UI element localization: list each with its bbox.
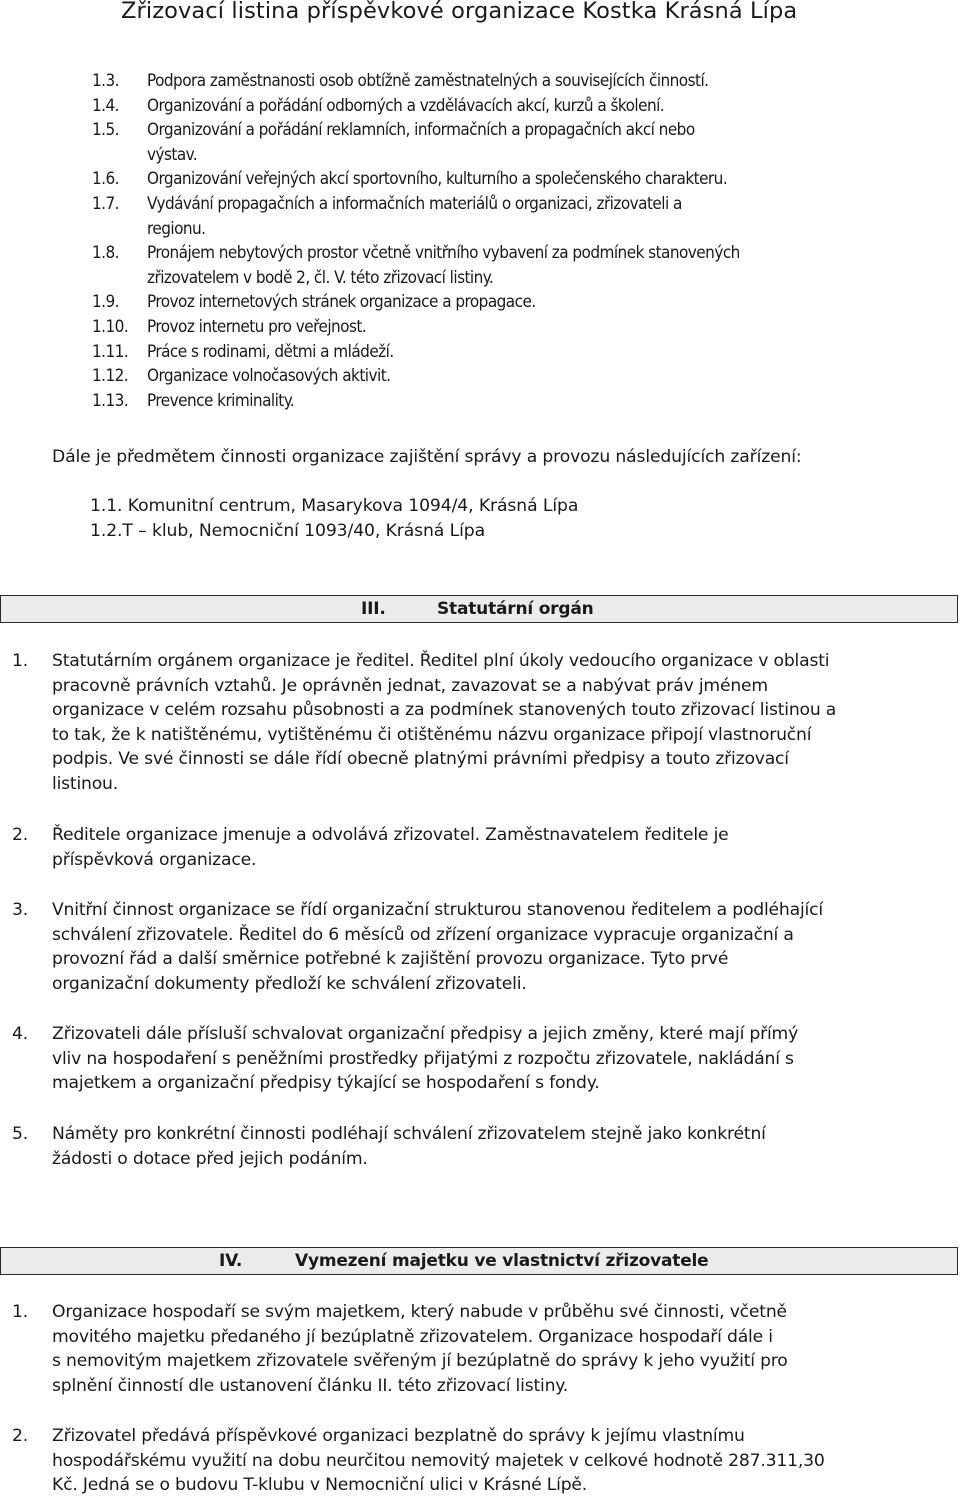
paragraph-line: Organizace hospodaří se svým majetkem, který nabude v průběhu své činnosti, včetně bbox=[52, 1302, 787, 1322]
paragraph-line: Ředitele organizace jmenuje a odvolává zřizovatel. Zaměstnavatelem ředitele je bbox=[52, 825, 729, 845]
item-text: Práce s rodinami, dětmi a mládeží. bbox=[147, 341, 394, 362]
section-number: IV. bbox=[219, 1251, 243, 1271]
item-text: Organizování a pořádání reklamních, informačních a propagačních akcí nebo bbox=[147, 120, 695, 141]
list-item bbox=[92, 69, 952, 94]
paragraph-line: Kč. Jedná se o budovu T-klubu v Nemocniční ulici v Krásné Lípě. bbox=[52, 1475, 588, 1496]
paragraph-number: 3. bbox=[12, 900, 28, 920]
list-item bbox=[92, 290, 952, 315]
item-number: 1.6. bbox=[92, 169, 119, 190]
list-item bbox=[92, 118, 952, 167]
paragraph-line: Zřizovateli dále přísluší schvalovat organizační předpisy a jejich změny, které mají přímý bbox=[52, 1024, 799, 1044]
list-item bbox=[92, 389, 952, 414]
item-number: 1.5. bbox=[92, 120, 119, 141]
list-item bbox=[92, 94, 952, 119]
facility-item: 1.2.T – klub, Nemocniční 1093/40, Krásná Lípa bbox=[90, 521, 486, 541]
paragraph-line: listinou. bbox=[52, 773, 118, 794]
item-text: zřizovatelem v bodě 2, čl. V. této zřizovací listiny. bbox=[147, 267, 494, 288]
paragraph-line: Statutárním orgánem organizace je ředitel. Ředitel plní úkoly vedoucího organizace v oblasti bbox=[52, 651, 830, 671]
item-text: Provoz internetových stránek organizace a propagace. bbox=[147, 292, 536, 313]
list-item bbox=[92, 167, 952, 192]
item-text: Provoz internetu pro veřejnost. bbox=[147, 316, 367, 337]
paragraph-number: 4. bbox=[12, 1024, 28, 1044]
item-text: Organizování veřejných akcí sportovního, kulturního a společenského charakteru. bbox=[147, 169, 728, 190]
item-number: 1.7. bbox=[92, 193, 119, 214]
section-title: Vymezení majetku ve vlastnictví zřizovatele bbox=[295, 1251, 709, 1271]
item-text: regionu. bbox=[147, 218, 206, 239]
paragraph-line: hospodářskému využití na dobu neurčitou nemovitý majetek v celkové hodnotě 287.311,30 bbox=[52, 1450, 825, 1471]
paragraph-line: splnění činností dle ustanovení článku II. této zřizovací listiny. bbox=[52, 1375, 569, 1396]
paragraph-line: vliv na hospodaření s peněžními prostředky přijatými z rozpočtu zřizovatele, nakládání s bbox=[52, 1048, 794, 1069]
paragraph-line: Vnitřní činnost organizace se řídí organizační strukturou stanovenou ředitelem a podléhající bbox=[52, 900, 823, 920]
numbered-paragraph bbox=[12, 898, 947, 996]
section-title: Statutární orgán bbox=[437, 599, 594, 619]
paragraph-line: movitého majetku předaného jí bezúplatně zřizovatelem. Organizace hospodaří dále i bbox=[52, 1326, 773, 1347]
section-heading-bar bbox=[0, 595, 958, 623]
item-number: 1.11. bbox=[92, 341, 129, 362]
document-title: Zřizovací listina příspěvkové organizace Kostka Krásná Lípa bbox=[121, 0, 798, 24]
paragraph-line: s nemovitým majetkem zřizovatele svěřeným jí bezúplatně do správy k jeho využití pro bbox=[52, 1351, 788, 1372]
list-item bbox=[92, 192, 952, 241]
paragraph-line: Zřizovatel předává příspěvkové organizaci bezplatně do správy k jejímu vlastnímu bbox=[52, 1426, 745, 1446]
list-item bbox=[92, 315, 952, 340]
paragraph-line: podpis. Ve své činnosti se dále řídí obecně platnými právními předpisy a touto zřizovací bbox=[52, 749, 789, 770]
paragraph-line: organizační dokumenty předloží ke schválení zřizovateli. bbox=[52, 973, 527, 994]
section-number: III. bbox=[361, 599, 386, 619]
paragraph-number: 1. bbox=[12, 1302, 28, 1322]
item-text: výstav. bbox=[147, 144, 198, 165]
item-text: Organizování a pořádání odborných a vzdělávacích akcí, kurzů a školení. bbox=[147, 95, 665, 116]
paragraph-number: 2. bbox=[12, 825, 28, 845]
facilities-intro: Dále je předmětem činnosti organizace zajištění správy a provozu následujících zařízení: bbox=[52, 447, 802, 467]
paragraph-line: schválení zřizovatele. Ředitel do 6 měsíců od zřízení organizace vypracuje organizační a bbox=[52, 924, 794, 945]
item-number: 1.13. bbox=[92, 390, 129, 411]
numbered-paragraph bbox=[12, 649, 947, 797]
activities-list bbox=[92, 69, 952, 413]
paragraph-number: 5. bbox=[12, 1124, 28, 1144]
paragraph-line: pracovně právních vztahů. Je oprávněn jednat, zavazovat se a nabývat práv jménem bbox=[52, 675, 768, 696]
numbered-paragraph bbox=[12, 823, 947, 872]
numbered-paragraph bbox=[12, 1300, 947, 1398]
item-text: Organizace volnočasových aktivit. bbox=[147, 366, 391, 387]
item-number: 1.9. bbox=[92, 292, 119, 313]
item-number: 1.4. bbox=[92, 95, 119, 116]
paragraph-line: majetkem a organizační předpisy týkající se hospodaření s fondy. bbox=[52, 1073, 600, 1094]
section-heading-bar bbox=[0, 1247, 958, 1275]
numbered-paragraph bbox=[12, 1424, 947, 1498]
paragraph-line: žádosti o dotace před jejich podáním. bbox=[52, 1148, 368, 1169]
list-item bbox=[92, 340, 952, 365]
paragraph-line: to tak, že k natištěnému, vytištěnému či otištěnému názvu organizace připojí vlastnoruční bbox=[52, 724, 812, 745]
numbered-paragraph bbox=[12, 1122, 947, 1171]
item-number: 1.10. bbox=[92, 316, 129, 337]
numbered-paragraph bbox=[12, 1022, 947, 1096]
paragraph-number: 2. bbox=[12, 1426, 28, 1446]
item-text: Prevence kriminality. bbox=[147, 390, 295, 411]
list-item bbox=[92, 241, 952, 290]
item-text: Vydávání propagačních a informačních materiálů o organizaci, zřizovateli a bbox=[147, 193, 682, 214]
paragraph-line: provozní řád a další směrnice potřebné k zajištění provozu organizace. Tyto prvé bbox=[52, 949, 729, 970]
item-number: 1.12. bbox=[92, 366, 129, 387]
item-number: 1.8. bbox=[92, 243, 119, 264]
paragraph-line: organizace v celém rozsahu působnosti a za podmínek stanovených touto zřizovací listinou a bbox=[52, 700, 837, 721]
item-text: Pronájem nebytových prostor včetně vnitřního vybavení za podmínek stanovených bbox=[147, 243, 740, 264]
item-number: 1.3. bbox=[92, 71, 119, 91]
paragraph-line: příspěvková organizace. bbox=[52, 849, 257, 870]
paragraph-line: Náměty pro konkrétní činnosti podléhají schválení zřizovatelem stejně jako konkrétní bbox=[52, 1124, 766, 1144]
list-item bbox=[92, 364, 952, 389]
paragraph-number: 1. bbox=[12, 651, 28, 671]
facility-item: 1.1. Komunitní centrum, Masarykova 1094/4, Krásná Lípa bbox=[90, 496, 579, 516]
item-text: Podpora zaměstnanosti osob obtížně zaměstnatelných a souvisejících činností. bbox=[147, 71, 709, 91]
